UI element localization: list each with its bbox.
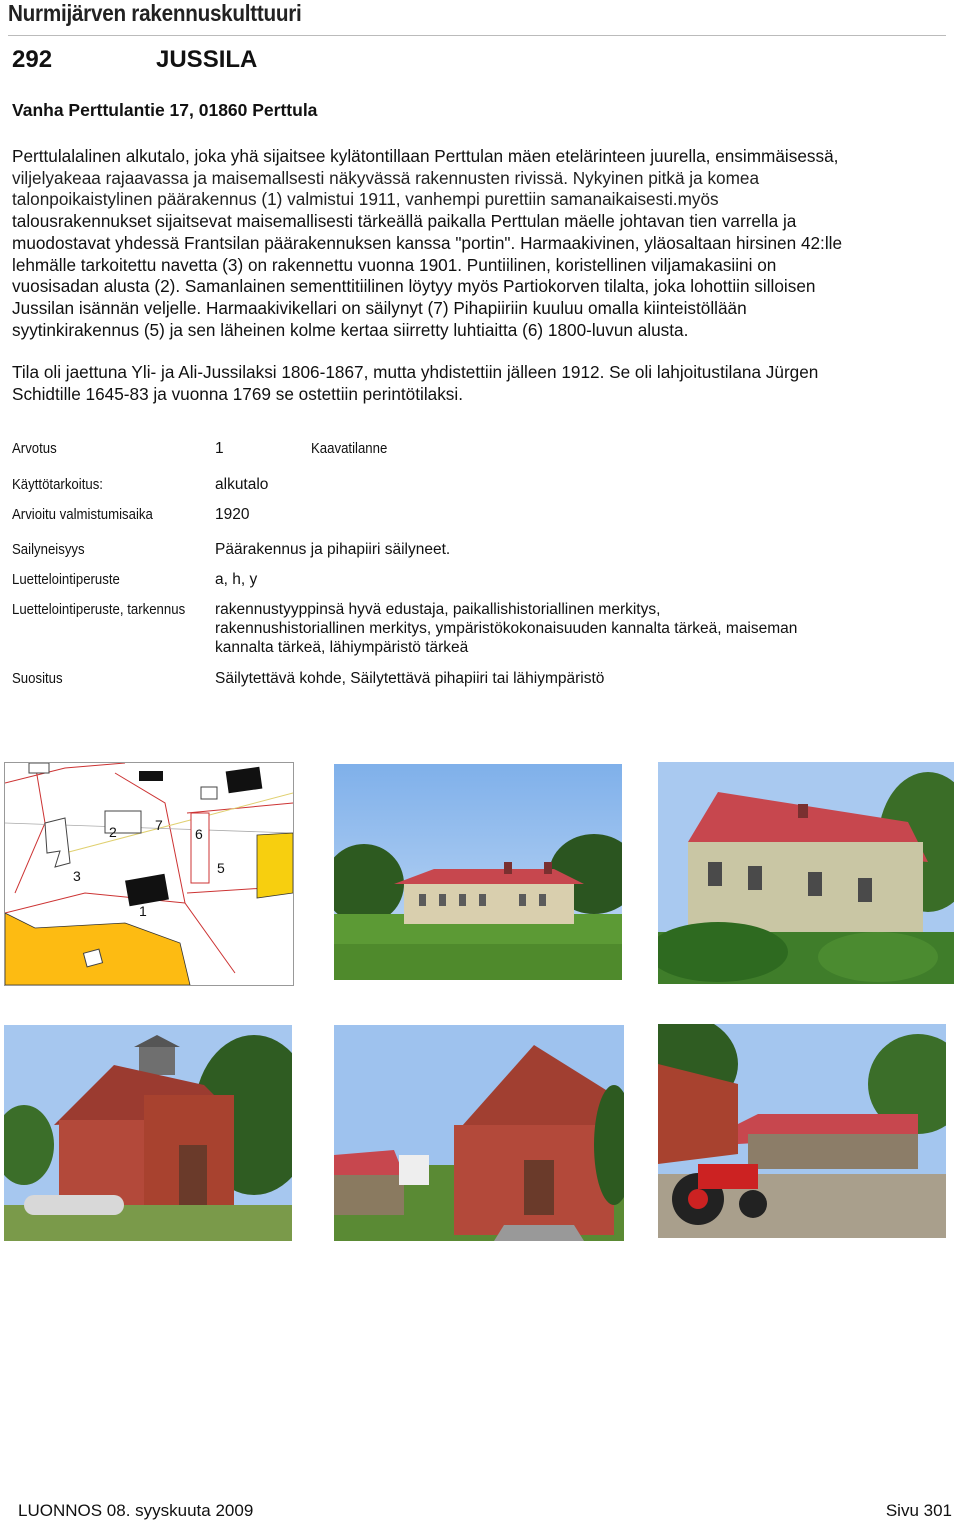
footer-page-number: Sivu 301 xyxy=(885,1501,952,1520)
map-label-7: 7 xyxy=(155,817,163,833)
map-label-1: 1 xyxy=(139,903,147,919)
map-label-2: 2 xyxy=(109,824,117,840)
map-label-3: 3 xyxy=(73,868,81,884)
tarkennus-line: rakennushistoriallinen merkitys, ympäristökokonaisuuden kannalta tärkeä, maiseman xyxy=(215,620,798,637)
kayttotarkoitus-label: Käyttötarkoitus: xyxy=(12,476,103,493)
text-line: muodostavat yhdessä Frantsilan päärakennuksen kanssa "portin". Harmaakivinen, yläosaltaan hirsinen 42:lle xyxy=(12,232,843,253)
text-line: Perttulalalinen alkutalo, joka yhä sijaitsee kylätontillaan Perttulan mäen etelärinteen juurella, ensimmäisessä, xyxy=(12,146,839,166)
footer-draft-date: LUONNOS 08. syyskuuta 2009 xyxy=(18,1501,254,1520)
luettelointiperuste-label: Luettelointiperuste xyxy=(12,571,120,588)
text-line: talousrakennukset sijaitsevat maisemallisesti tärkeällä paikalla Perttulan mäelle johtavan tien varrella ja xyxy=(12,211,797,232)
photo-main-house-distant xyxy=(334,764,622,980)
photo-main-house-close xyxy=(658,762,954,984)
text-line: Jussilan isännän veljelle. Harmaakivikellari on säilynyt (7) Pihapiiriin kuuluu omalla kiinteistöllään xyxy=(12,297,747,318)
text-line: viljelyakeaa rajaavassa ja maisemallsesti näkyvässä rakennusten rivissä. Nykyinen pitkä ja komea xyxy=(12,167,760,188)
map-label-6: 6 xyxy=(195,826,203,842)
suositus-label: Suositus xyxy=(12,670,63,687)
description-paragraph-1 xyxy=(12,146,942,341)
entry-address: Vanha Perttulantie 17, 01860 Perttula xyxy=(12,100,318,120)
description-paragraph-2 xyxy=(12,362,942,405)
text-line: talonpoikaistylinen päärakennus (1) valmistui 1911, vanhempi purettiin samanaikaisesti.myös xyxy=(12,189,719,210)
kayttotarkoitus-value: alkutalo xyxy=(215,476,269,493)
arvotus-value: 1 xyxy=(215,440,224,457)
sailyneisyys-label: Sailyneisyys xyxy=(12,541,85,558)
text-line: lehmälle tarkoitettu navetta (3) on rakennettu vuonna 1901. Puntiilinen, koristellinen viljamakasiini on xyxy=(12,254,777,275)
text-line: syytinkirakennus (5) ja sen läheinen kolme kertaa siirretty luhtiaitta (6) 1800-luvun alusta. xyxy=(12,319,689,340)
map-label-5: 5 xyxy=(217,860,225,876)
entry-number: 292 xyxy=(12,46,53,73)
text-line: Tila oli jaettuna Yli- ja Ali-Jussilaksi 1806-1867, mutta yhdistettiin jälleen 1912. Se oli lahjoitustilana Jürgen xyxy=(12,362,819,382)
text-line: Schidtille 1645-83 ja vuonna 1769 se ostettiin perintötilaksi. xyxy=(12,383,463,404)
photo-barn-tractor xyxy=(658,1024,946,1238)
valmistumisaika-value: 1920 xyxy=(215,506,250,523)
tarkennus-label: Luettelointiperuste, tarkennus xyxy=(12,601,186,618)
document-header-title: Nurmijärven rakennuskulttuuri xyxy=(8,0,302,26)
photo-brick-barn-side xyxy=(334,1025,624,1241)
arvotus-label: Arvotus xyxy=(12,440,57,457)
tarkennus-line: rakennustyyppinsä hyvä edustaja, paikallishistoriallinen merkitys, xyxy=(215,601,661,618)
sailyneisyys-value: Päärakennus ja pihapiiri säilyneet. xyxy=(215,541,451,558)
entry-name: JUSSILA xyxy=(156,46,258,73)
luettelointiperuste-value: a, h, y xyxy=(215,571,258,588)
site-map xyxy=(4,762,294,986)
photo-brick-granary xyxy=(4,1025,292,1241)
text-line: vuosisadan alusta (2). Samanlainen sementtitiilinen löytyy myös Partiokorven tilalta, joka lohottiin silloisen xyxy=(12,276,816,297)
valmistumisaika-label: Arvioitu valmistumisaika xyxy=(12,506,153,523)
header-divider xyxy=(8,35,946,36)
kaavatilanne-label: Kaavatilanne xyxy=(311,440,388,457)
suositus-value: Säilytettävä kohde, Säilytettävä pihapiiri tai lähiympäristö xyxy=(215,670,605,687)
tarkennus-value xyxy=(215,600,915,657)
tarkennus-line: kannalta tärkeä, lähiympäristö tärkeä xyxy=(215,639,469,656)
